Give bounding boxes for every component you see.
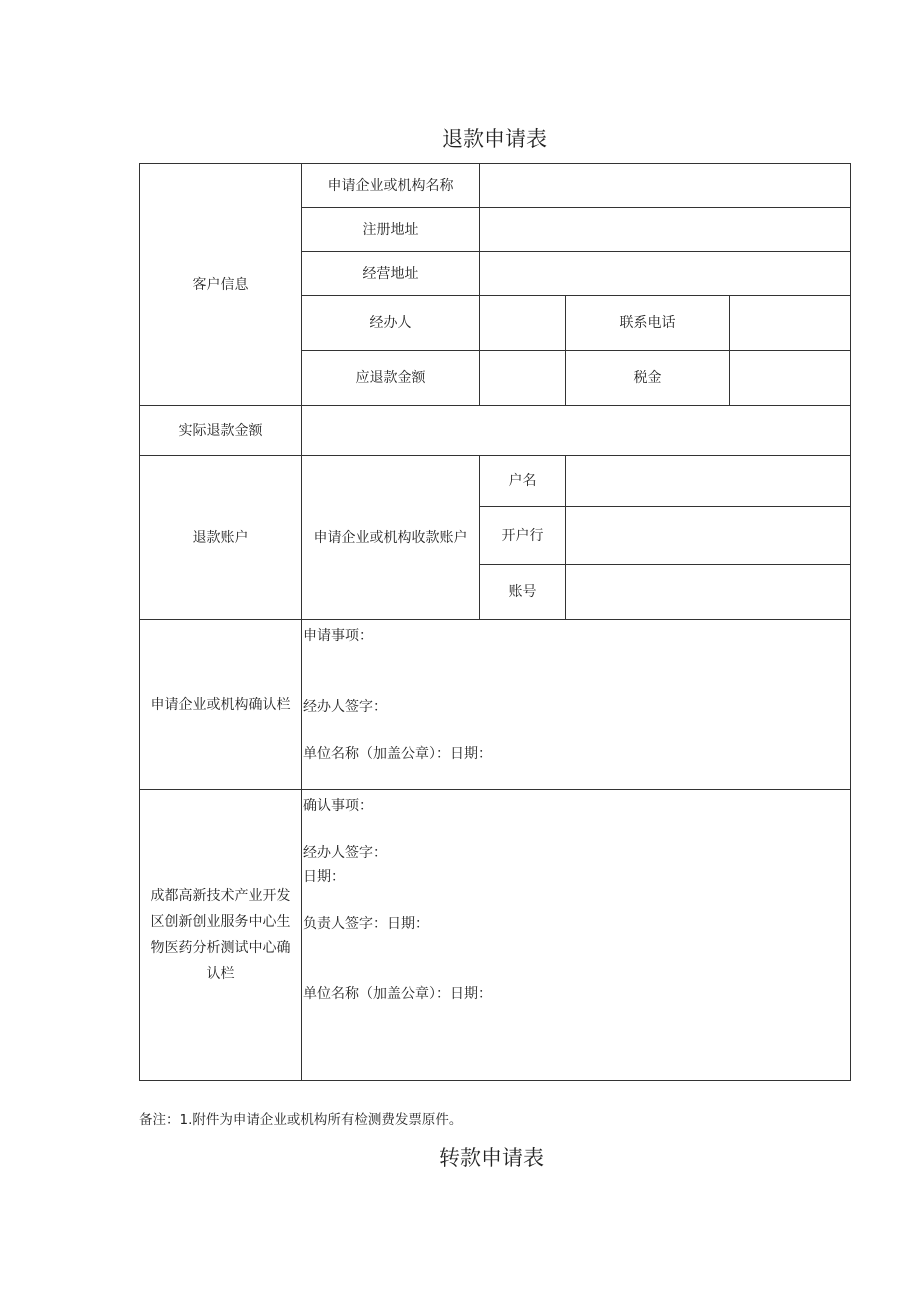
tax-label: 税金 (633, 370, 662, 386)
business-address-label: 经营地址 (362, 265, 419, 282)
confirmation-matter-label: 确认事项： (303, 798, 373, 814)
center-date-label: 日期： (303, 869, 345, 885)
center-confirmation-label: 成都高新技术产业开发区创新创业服务中心生物医药分析测试中心确认栏 (150, 888, 291, 982)
table-rule (139, 1080, 851, 1081)
handler-signature-label: 经办人签字： (303, 699, 387, 715)
actual-refund-label: 实际退款金额 (178, 422, 263, 439)
actual-refund-field[interactable] (302, 406, 850, 455)
tax-field[interactable] (730, 351, 850, 405)
registered-address-label: 注册地址 (362, 221, 419, 238)
footnote: 备注：1.附件为申请企业或机构所有检测费发票原件。 (139, 1112, 463, 1128)
page-title: 退款申请表 (442, 127, 547, 151)
account-number-field[interactable] (566, 565, 850, 619)
center-handler-signature-label: 经办人签字： (303, 845, 387, 861)
refund-account-label: 退款账户 (192, 529, 249, 546)
registered-address-field[interactable] (480, 208, 850, 251)
phone-label: 联系电话 (619, 315, 676, 331)
refundable-amount-label: 应退款金额 (355, 370, 426, 386)
company-name-field[interactable] (480, 164, 850, 207)
responsible-signature-date-label: 负责人签字：日期： (303, 916, 429, 932)
application-matter-label: 申请事项： (303, 628, 373, 644)
applicant-confirmation-label: 申请企业或机构确认栏 (150, 696, 291, 713)
refundable-amount-field[interactable] (480, 351, 565, 405)
company-name-label: 申请企业或机构名称 (327, 177, 454, 194)
business-address-field[interactable] (480, 252, 850, 295)
bank-label: 开户行 (501, 527, 544, 544)
handler-label: 经办人 (369, 315, 412, 331)
bank-field[interactable] (566, 507, 850, 564)
next-form-title: 转款申请表 (439, 1146, 544, 1170)
receiving-account-label: 申请企业或机构收款账户 (313, 529, 468, 546)
phone-field[interactable] (730, 296, 850, 350)
account-number-label: 账号 (508, 584, 537, 600)
table-rule (850, 163, 851, 1081)
unit-seal-date-label: 单位名称（加盖公章）：日期： (303, 746, 492, 762)
center-unit-seal-date-label: 单位名称（加盖公章）：日期： (303, 986, 492, 1002)
account-name-label: 户名 (508, 473, 537, 489)
handler-field[interactable] (480, 296, 565, 350)
account-name-field[interactable] (566, 456, 850, 506)
customer-info-label: 客户信息 (192, 276, 249, 293)
